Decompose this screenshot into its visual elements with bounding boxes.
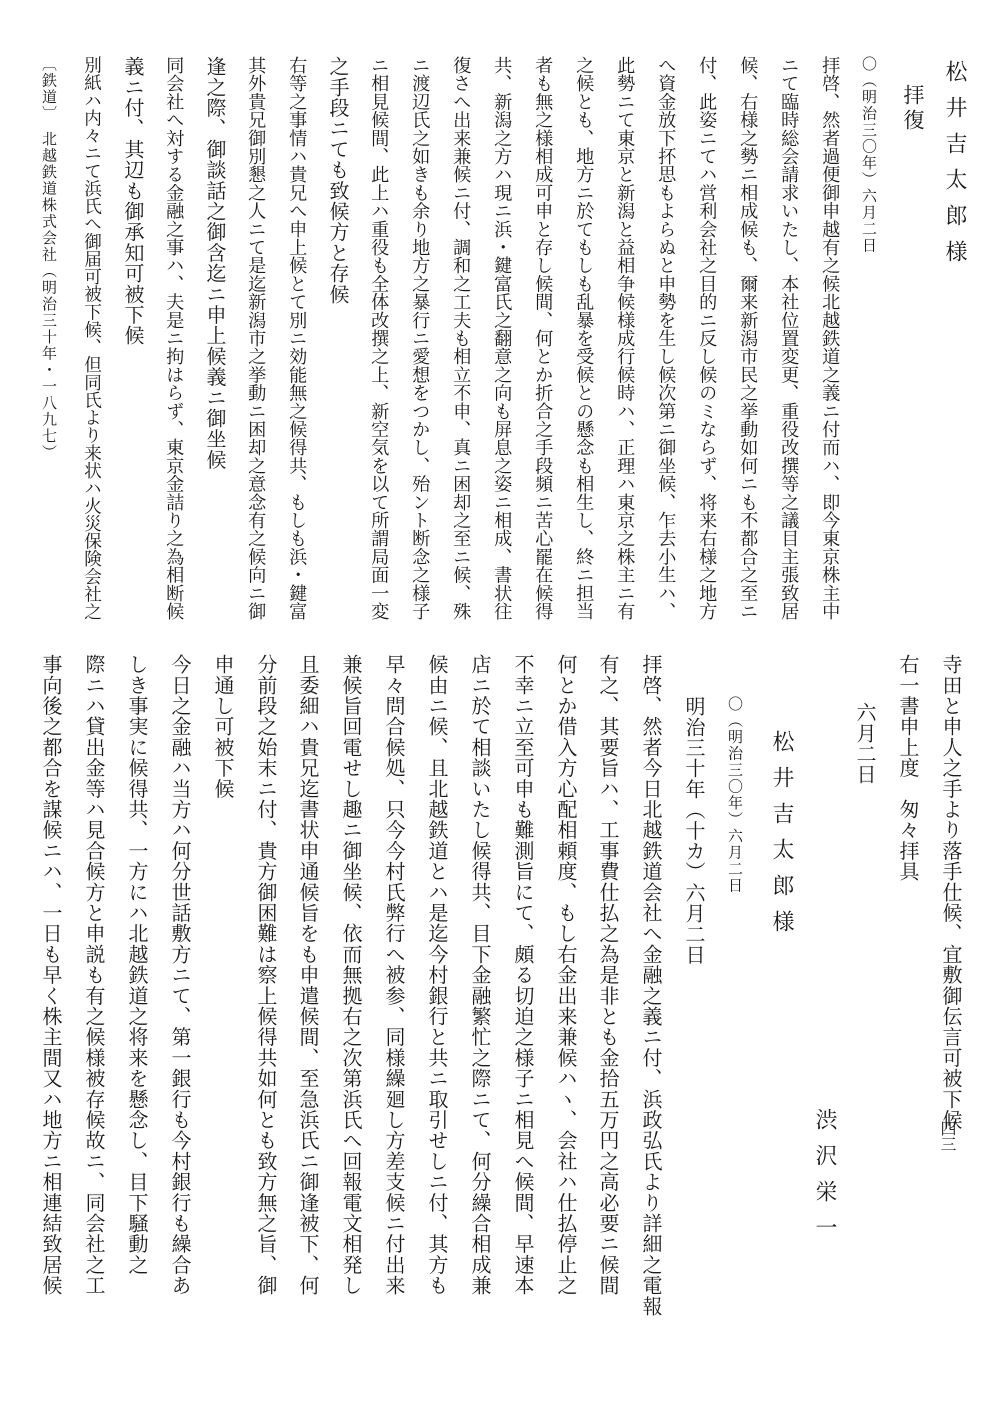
- letter-date: 〇（明治三〇年）六月二日: [726, 696, 744, 894]
- letter-date: 〇（明治三〇年）六月二日: [860, 56, 878, 254]
- text-column: 右等之事情ハ貴兄へ申上候とて別ニ効能無之候得共、もしも浜・鍵富: [286, 56, 308, 621]
- text-column: ニ相見候間、此上ハ重役も全体改撰之上、新空気を以て所謂局面一変: [368, 56, 390, 621]
- text-column: 兼候旨回電せし趣ニ御坐候、依而無拠右之次第浜氏へ回報電文相発し: [339, 654, 363, 1296]
- text-column: 拝啓、然者過便御申越有之候北越鉄道之義ニ付而ハ、即今東京株主中: [819, 56, 841, 621]
- text-column: しき事実に候得共、一方にハ北越鉄道之将来を懸念し、目下騒動之: [125, 654, 149, 1275]
- text-column: 復さへ出来兼候ニ付、調和之工夫も相立不申、真ニ困却之至ニ候、殊: [450, 56, 472, 621]
- text-column: 店ニ於て相談いたし候得共、目下金融繁忙之際ニて、何分繰合相成兼: [468, 654, 492, 1296]
- text-column: 此勢ニて東京と新潟と益相争候様成行候時ハ、正理ハ東京之株主ニ有: [614, 56, 636, 621]
- letter-date: 明治三十年（十カ）六月二日: [682, 696, 706, 966]
- text-column: 寺田と申人之手より落手仕候、宜敷御伝言可被下候: [939, 654, 963, 1131]
- sender-signature: 渋沢栄一: [812, 1108, 837, 1252]
- text-column: 分前段之始末ニ付、貴方御困難は察上候得共如何とも致方無之旨、御: [254, 654, 278, 1296]
- addressee-heading: 松井吉太郎様: [769, 730, 794, 946]
- text-column: ニ渡辺氏之如きも余り地方之暴行ニ愛想をつかし、殆ント断念之様子: [409, 56, 431, 621]
- text-column: 付、此姿ニてハ営利会社之目的ニ反し候のミならず、将来右様之地方: [696, 56, 718, 621]
- text-column: 別紙ハ内々ニて浜氏へ御届可被下候、但同氏より来状ハ火災保険会社之: [81, 56, 102, 621]
- text-column: 其外貴兄御別懇之人ニて是迄新潟市之挙動ニ困却之意念有之候向ニ御: [245, 56, 267, 621]
- running-header: 〔鉄道〕 北越鉄道株式会社（明治三十年・一八九七）: [40, 56, 58, 461]
- text-column: 之手段ニても致候方と存候: [326, 56, 350, 305]
- text-column: 右一書申上度 匆々拝具: [896, 654, 920, 882]
- text-column: 且委細ハ貴兄迄書状申通候旨をも申遣候間、至急浜氏ニ御逢被下、何: [296, 654, 320, 1296]
- text-column: 際ニハ貸出金等ハ見合候方と申説も有之候様被存候故ニ、同会社之工: [82, 654, 106, 1296]
- text-column: 同会社へ対する金融之事ハ、夫是ニ拘はらず、東京金詰り之為相断候: [163, 56, 185, 621]
- page-number: 四三: [938, 1120, 957, 1152]
- letter-date: 六月二日: [853, 702, 877, 785]
- text-column: 逢之際、御談話之御含迄ニ申上候義ニ御坐候: [203, 56, 227, 470]
- text-column: 者も無之様相成可申と存し候間、何とか折合之手段頻ニ苦心罷在候得: [532, 56, 554, 621]
- text-column: 候、右様之勢ニ相成候も、爾来新潟市民之挙動如何ニも不都合之至ニ: [737, 56, 759, 621]
- text-column: ニて臨時総会請求いたし、本社位置変更、重役改撰等之議目主張致居: [778, 56, 800, 621]
- text-column: 有之、其要旨ハ、工事費仕払之為是非とも金拾五万円之高必要ニ候間: [596, 654, 620, 1296]
- text-column: 今日之金融ハ当方ハ何分世話敷方ニて、第一銀行も今村銀行も繰合あ: [168, 654, 192, 1296]
- text-column: 早々問合候処、只今今村氏弊行へ被参、同様繰廻し方差支候ニ付出来: [382, 654, 406, 1296]
- reply-heading: 拝復: [901, 84, 925, 134]
- text-column: 共、新潟之方ハ現ニ浜・鍵富氏之翻意之向も屏息之姿ニ相成、書状往: [491, 56, 513, 621]
- text-column: 義ニ付、其辺も御承知可被下候: [121, 56, 145, 346]
- text-column: 事向後之都合を謀候ニハ、一日も早く株主間又ハ地方ニ相連結致居候: [39, 654, 63, 1296]
- text-column: 拝啓、然者今日北越鉄道会社へ金融之義ニ付、浜政弘氏より詳細之電報: [639, 654, 663, 1317]
- text-column: 候由ニ候、且北越鉄道とハ是迄今村銀行と共ニ取引せしニ付、其方も: [425, 654, 449, 1296]
- text-column: へ資金放下抔思もよらぬと申勢を生し候次第ニ御坐候、乍去小生ハ、: [655, 56, 677, 621]
- text-column: 之候とも、地方ニ於てもしも乱暴を受候との懸念も相生し、終ニ担当: [573, 56, 595, 621]
- text-column: 何とか借入方心配相頼度、もし右金出来兼候ハヽ、会社ハ仕払停止之: [554, 654, 578, 1296]
- addressee-heading: 松井吉太郎様: [942, 60, 967, 276]
- text-column: 不幸ニ立至可申も難測旨にて、頗る切迫之様子ニ相見へ候間、早速本: [511, 654, 535, 1296]
- text-column: 申通し可被下候: [211, 654, 235, 799]
